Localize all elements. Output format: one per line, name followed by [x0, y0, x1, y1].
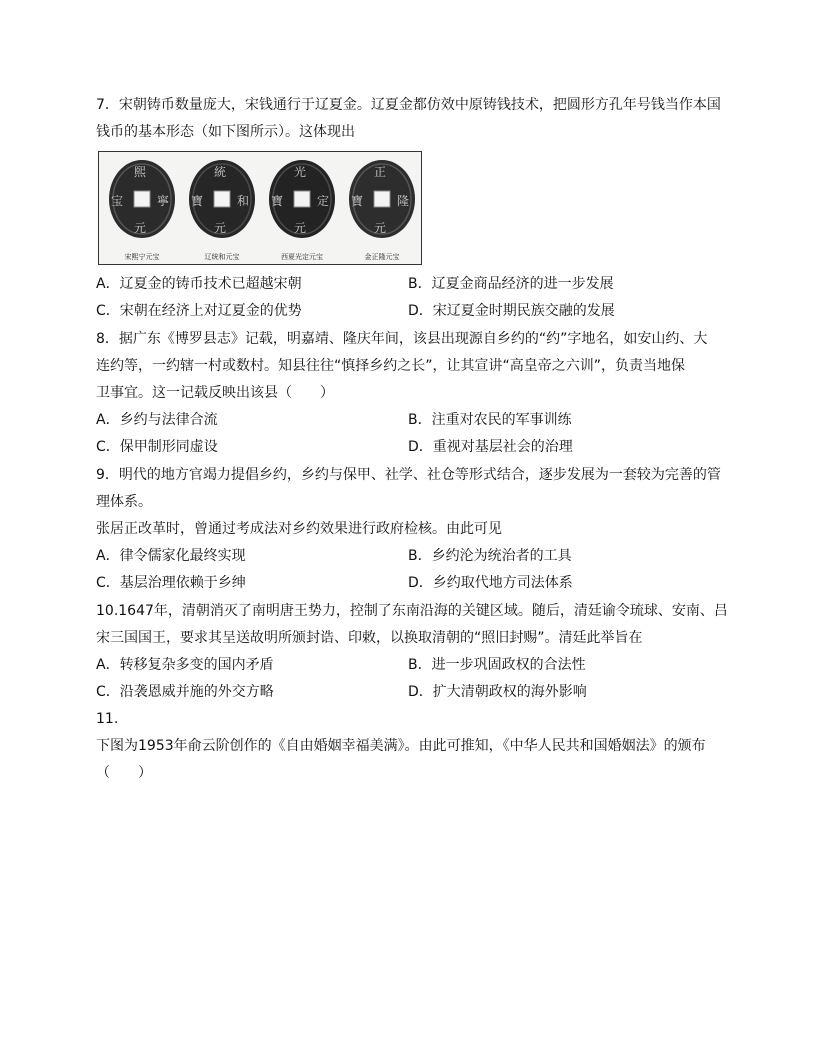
q8-option-b: B．注重对农民的军事训练 [408, 412, 572, 428]
q8-option-c: C．保甲制形同虚设 [96, 439, 218, 455]
coin-glyph: 元 [214, 221, 227, 235]
coin-caption: 宋熙宁元宝 [124, 253, 160, 261]
coin-caption: 辽统和元宝 [204, 253, 240, 261]
q8-option-a: A．乡约与法律合流 [96, 412, 218, 428]
q10-option-a: A．转移复杂多变的国内矛盾 [96, 657, 274, 673]
q10-option-c: C．沿袭恩威并施的外交方略 [96, 684, 274, 700]
q9-stem-line1: 9．明代的地方官竭力提倡乡约，乡约与保甲、社学、社仓等形式结合，逐步发展为一套较为完善的管 [96, 467, 721, 483]
coin-glyph: 熙 [134, 165, 147, 179]
q7-option-b: B．辽夏金商品经济的进一步发展 [408, 276, 614, 292]
coin-glyph: 正 [374, 165, 387, 179]
coin-caption: 西夏光定元宝 [281, 253, 323, 261]
q8-option-d: D．重视对基层社会的治理 [408, 439, 573, 455]
q8-stem-line2: 连约等，一约辖一村或数村。知县往往“慎择乡约之长”，让其宣讲“高皇帝之六训”，负责当地保 [96, 358, 686, 374]
q9-option-c: C．基层治理依赖于乡绅 [96, 575, 246, 591]
q10-option-d: D．扩大清朝政权的海外影响 [408, 684, 587, 700]
q11-stem-line1: 下图为1953年俞云阶创作的《自由婚姻幸福美满》。由此可推知，《中华人民共和国婚姻法》的颁布 [96, 738, 706, 754]
coin-glyph: 寧 [157, 194, 170, 208]
coins-figure [98, 151, 422, 265]
q9-option-b: B．乡约沦为统治者的工具 [408, 548, 572, 564]
q10-stem-line2: 宋三国国王，要求其呈送故明所颁封诰、印敕，以换取清朝的“照旧封赐”。清廷此举旨在 [96, 630, 643, 646]
coin-glyph: 統 [214, 165, 227, 179]
q9-option-d: D．乡约取代地方司法体系 [408, 575, 573, 591]
coin-caption: 金正隆元宝 [364, 253, 400, 261]
coin-glyph: 宝 [111, 194, 124, 208]
coin-glyph: 隆 [397, 194, 410, 208]
q7-option-c: C．宋朝在经济上对辽夏金的优势 [96, 303, 302, 319]
q8-stem-line1: 8．据广东《博罗县志》记载，明嘉靖、隆庆年间，该县出现源自乡约的“约”字地名，如安山约、大 [96, 331, 708, 347]
q9-stem-line2: 理体系。 [96, 494, 152, 510]
q8-stem-line3: 卫事宜。这一记载反映出该县（ ） [96, 385, 334, 401]
q7-option-a: A．辽夏金的铸币技术已超越宋朝 [96, 276, 302, 292]
q11-number: 11. [96, 711, 119, 727]
q10-option-b: B．进一步巩固政权的合法性 [408, 657, 586, 673]
q9-stem-line3: 张居正改革时，曾通过考成法对乡约效果进行政府检核。由此可见 [96, 521, 502, 537]
coin-glyph: 元 [294, 221, 307, 235]
coin-glyph: 元 [374, 221, 387, 235]
coin-glyph: 光 [294, 165, 307, 179]
q10-stem-line1: 10.1647年，清朝消灭了南明唐王势力，控制了东南沿海的关键区域。随后，清廷谕令琉球、安南、吕 [96, 603, 728, 619]
coin-glyph: 寶 [351, 194, 364, 208]
q7-stem-line2: 钱币的基本形态（如下图所示）。这体现出 [96, 124, 355, 140]
coin-glyph: 定 [317, 194, 330, 208]
q7-option-d: D．宋辽夏金时期民族交融的发展 [408, 303, 615, 319]
coin-glyph: 寶 [191, 194, 204, 208]
q11-stem-line2: （ ） [96, 765, 152, 781]
coin-glyph: 元 [134, 221, 147, 235]
q9-option-a: A．律令儒家化最终实现 [96, 548, 246, 564]
coin-glyph: 寶 [271, 194, 284, 208]
coin-glyph: 和 [237, 194, 250, 208]
q7-stem-line1: 7．宋朝铸币数量庞大，宋钱通行于辽夏金。辽夏金都仿效中原铸钱技术，把圆形方孔年号钱当作本国 [96, 97, 721, 113]
